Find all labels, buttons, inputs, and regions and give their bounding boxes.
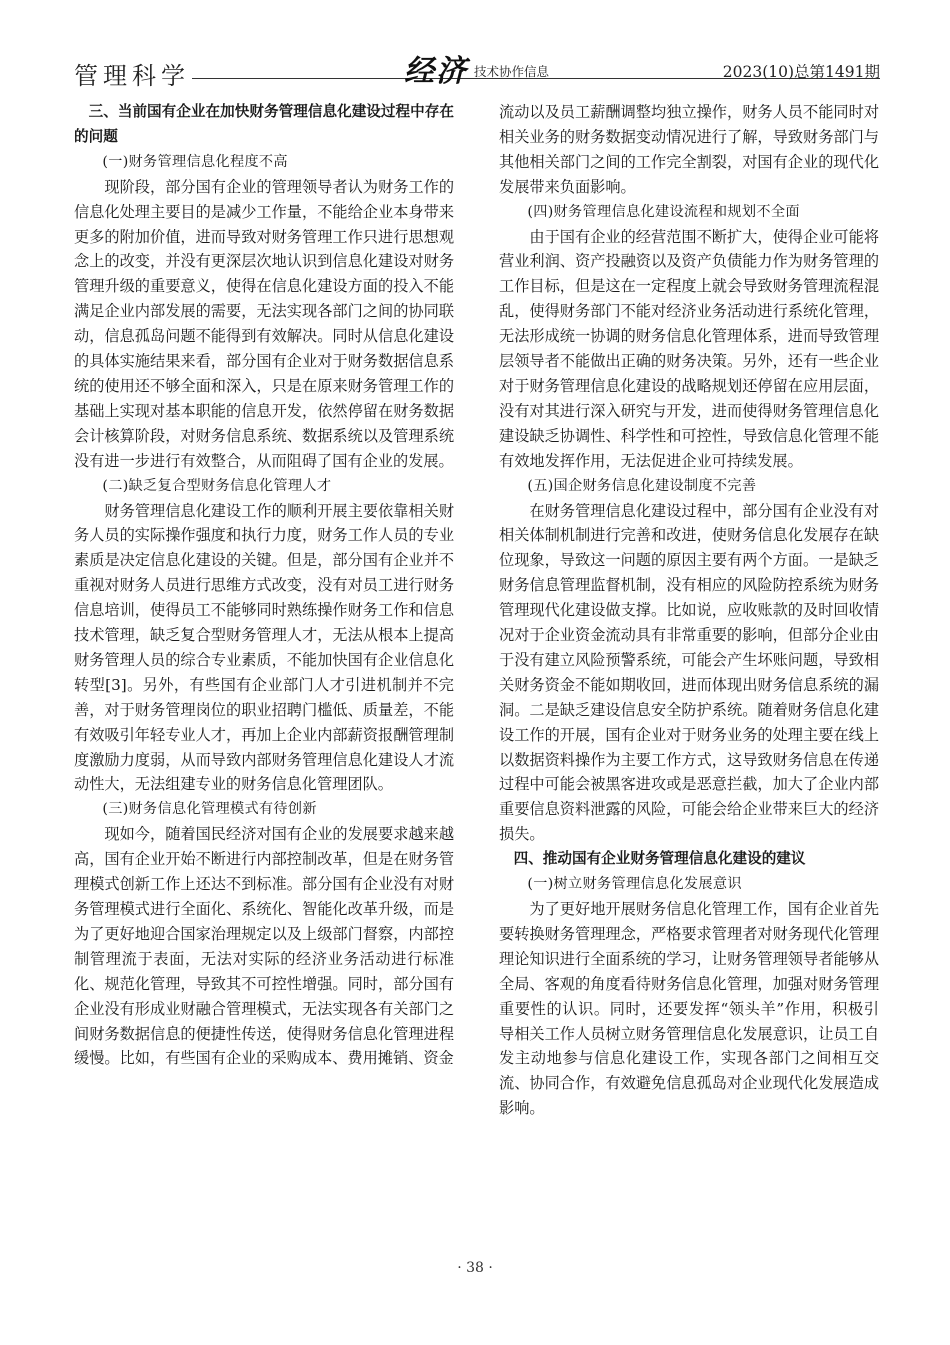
subsection-heading: (五)国企财务信息化建设制度不完善 — [527, 477, 757, 494]
body-paragraph: 现阶段，部分国有企业的管理领导者认为财务工作的信息化处理主要目的是减少工作量，不能给企业本身带来更多的附加价值，进而导致对财务管理工作只进行思想观念上的改变，并没有更深层次地认识到信息化建设对财务管理升级的重要意义，使得在信息化建设方面的投入不能满足企业内部发展的需要，无法实现各部门之间的协同联动，信息孤岛问题不能得到有效解决。同时从信息化建设的具体实施结果来看，部分国有企业对于财务数据信息系统的使用还不够全面和深入，只是在原来财务管理工作的基础上实现对基本职能的信息开发，依然停留在财务数据会计核算阶段，对财务信息系统、数据系统以及管理系统没有进一步进行有效整合，从而阻碍了国有企业的发展。 — [74, 177, 454, 470]
body-paragraph-continued: 流动以及员工薪酬调整均独立操作，财务人员不能同时对相关业务的财务数据变动情况进行了解，导致财务部门与其他相关部门之间的工作完全割裂，对国有企业的现代化发展带来负面影响。 — [499, 103, 879, 196]
journal-subtitle: 技术协作信息 — [474, 64, 550, 79]
subsection-heading: (一)树立财务管理信息化发展意识 — [527, 876, 742, 893]
issue-info: 2023(10)总第1491期 — [722, 63, 880, 81]
section-title: 管理科学 — [74, 62, 190, 90]
section-heading: 三、当前国有企业在加快财务管理信息化建设过程中存在的问题 — [74, 103, 454, 145]
subsection-heading: (四)财务管理信息化建设流程和规划不全面 — [527, 203, 800, 220]
right-column — [499, 100, 879, 1121]
body-paragraph: 财务管理信息化建设工作的顺利开展主要依靠相关财务人员的实际操作强度和执行力度，财务工作人员的专业素质是决定信息化建设的关键。但是，部分国有企业并不重视对财务人员进行思维方式改变，没有对员工进行财务信息培训，使得员工不能够同时熟练操作财务工作和信息技术管理，缺乏复合型财务管理人才，无法从根本上提高财务管理人员的综合专业素质，不能加快国有企业信息化转型[3]。另外，有些国有企业部门人才引进机制并不完善，对于财务管理岗位的职业招聘门槛低、质量差，不能有效吸引年轻专业人才，再加上企业内部薪资报酬管理制度激励力度弱，从而导致内部财务管理信息化建设人才流动性大，无法组建专业的财务信息化管理团队。 — [74, 501, 454, 794]
subsection-heading: (一)财务管理信息化程度不高 — [102, 153, 288, 170]
body-paragraph: 为了更好地开展财务信息化管理工作，国有企业首先要转换财务管理理念，严格要求管理者对财务现代化管理理论知识进行全面系统的学习，让财务管理领导者能够从全局、客观的角度看待财务信息化管理，加强对财务管理重要性的认识。同时，还要发挥“领头羊”作用，积极引导相关工作人员树立财务管理信息化发展意识，让员工自发主动地参与信息化建设工作，实现各部门之间相互交流、协同合作，有效避免信息孤岛对企业现代化发展造成影响。 — [499, 900, 879, 1118]
left-column — [74, 100, 454, 1071]
subsection-heading: (三)财务信息化管理模式有待创新 — [102, 801, 317, 818]
journal-logo: 经济 — [404, 54, 468, 89]
page-number: · 38 · — [457, 1260, 493, 1276]
body-paragraph: 现如今，随着国民经济对国有企业的发展要求越来越高，国有企业开始不断进行内部控制改革，但是在财务管理模式创新工作上还达不到标准。部分国有企业没有对财务管理模式进行全面化、系统化、智能化改革升级，而是为了更好地迎合国家治理规定以及上级部门督察，内部控制管理流于表面，无法对实际的经济业务活动进行标准化、规范化管理，导致其不可控性增强。同时，部分国有企业没有形成业财融合管理模式，无法实现各有关部门之间财务数据信息的便捷性传送，使得财务信息化管理进程缓慢。比如，有些国有企业的采购成本、费用摊销、资金 — [74, 825, 454, 1068]
body-paragraph: 由于国有企业的经营范围不断扩大，使得企业可能将营业利润、资产投融资以及资产负债能力作为财务管理的工作目标，但是这在一定程度上就会导致财务管理流程混乱，使得财务部门不能对经济业务活动进行系统化管理，无法形成统一协调的财务信息化管理体系，进而导致管理层领导者不能做出正确的财务决策。另外，还有一些企业对于财务管理信息化建设的战略规划还停留在应用层面，没有对其进行深入研究与开发，进而使得财务管理信息化建设缺乏协调性、科学性和可控性，导致信息化管理不能有效地发挥作用，无法促进企业可持续发展。 — [499, 227, 879, 470]
page-header — [74, 46, 880, 90]
section-heading: 四、推动国有企业财务管理信息化建设的建议 — [513, 850, 806, 868]
subsection-heading: (二)缺乏复合型财务信息化管理人才 — [102, 477, 332, 494]
body-paragraph: 在财务管理信息化建设过程中，部分国有企业没有对相关体制机制进行完善和改进，使财务信息化发展存在缺位现象，导致这一问题的原因主要有两个方面。一是缺乏财务信息管理监督机制，没有相应的风险防控系统为财务管理现代化建设做支撑。比如说，应收账款的及时回收情况对于企业资金流动具有非常重要的影响，但部分企业由于没有建立风险预警系统，可能会产生坏账问题，导致相关财务资金不能如期收回，进而体现出财务信息系统的漏洞。二是缺乏建设信息安全防护系统。随着财务信息化建设工作的开展，国有企业对于财务业务的处理主要在线上以数据资料操作为主要工作方式，这导致财务信息在传递过程中可能会被黑客进攻或是恶意拦截，加大了企业内部重要信息资料泄露的风险，可能会给企业带来巨大的经济损失。 — [499, 501, 879, 844]
